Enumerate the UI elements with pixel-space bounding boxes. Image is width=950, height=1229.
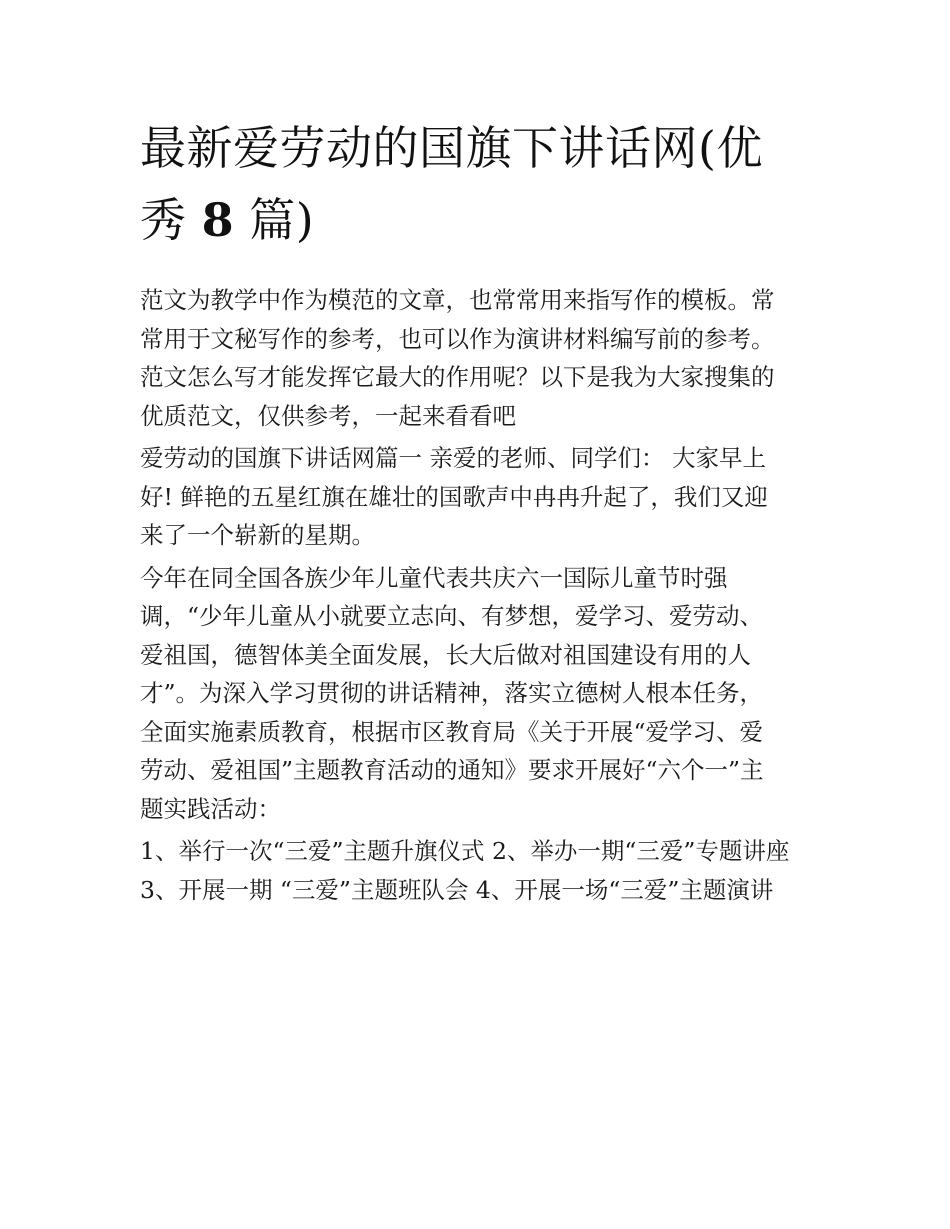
text-line: 今年在同全国各族少年儿童代表共庆六一国际儿童节时强 — [140, 563, 728, 592]
paragraph-speech-opening — [140, 439, 820, 555]
text-line: 常用于文秘写作的参考，也可以作为演讲材料编写前的参考。 — [140, 324, 775, 353]
text-line: 1、举行一次“三爱”主题升旗仪式 2、举办一期“三爱”专题讲座 — [140, 837, 790, 865]
text-line: 优质范文，仅供参考，一起来看看吧 — [140, 401, 516, 430]
document-title — [140, 112, 830, 256]
text-line: 来了一个崭新的星期。 — [140, 521, 375, 549]
text-line: 调，“少年儿童从小就要立志向、有梦想，爱学习、爱劳动、 — [140, 602, 764, 630]
text-line: 全面实施素质教育，根据市区教育局《关于开展“爱学习、爱 — [140, 717, 764, 746]
document-body — [140, 281, 820, 913]
text-line: 爱劳动的国旗下讲话网篇一 亲爱的老师、同学们： 大家早上 — [140, 444, 766, 472]
title-word-xiu: 秀 — [140, 193, 187, 247]
title-word-pian: 篇) — [249, 193, 315, 247]
text-line: 爱祖国，德智体美全面发展，长大后做对祖国建设有用的人 — [140, 640, 751, 669]
paragraph-children-day — [140, 559, 820, 829]
paragraph-intro — [140, 281, 820, 435]
text-line: 范文怎么写才能发挥它最大的作用呢？以下是我为大家搜集的 — [140, 363, 775, 391]
text-line: 题实践活动： — [140, 794, 281, 823]
text-line: 范文为教学中作为模范的文章，也常常用来指写作的模板。常 — [140, 286, 775, 314]
text-line: 才”。为深入学习贯彻的讲话精神，落实立德树人根本任务， — [140, 679, 764, 707]
text-line: 3、开展一期 “三爱”主题班队会 4、开展一场“三爱”主题演讲 — [140, 875, 774, 904]
paragraph-activity-list — [140, 832, 820, 909]
title-line-1: 最新爱劳动的国旗下讲话网(优 — [140, 121, 763, 175]
text-line: 好! 鲜艳的五星红旗在雄壮的国歌声中冉冉升起了，我们又迎 — [140, 482, 768, 511]
title-line-2 — [140, 184, 830, 256]
title-number: 8 — [201, 193, 235, 247]
text-line: 劳动、爱祖国”主题教育活动的通知》要求开展好“六个一”主 — [140, 756, 764, 784]
